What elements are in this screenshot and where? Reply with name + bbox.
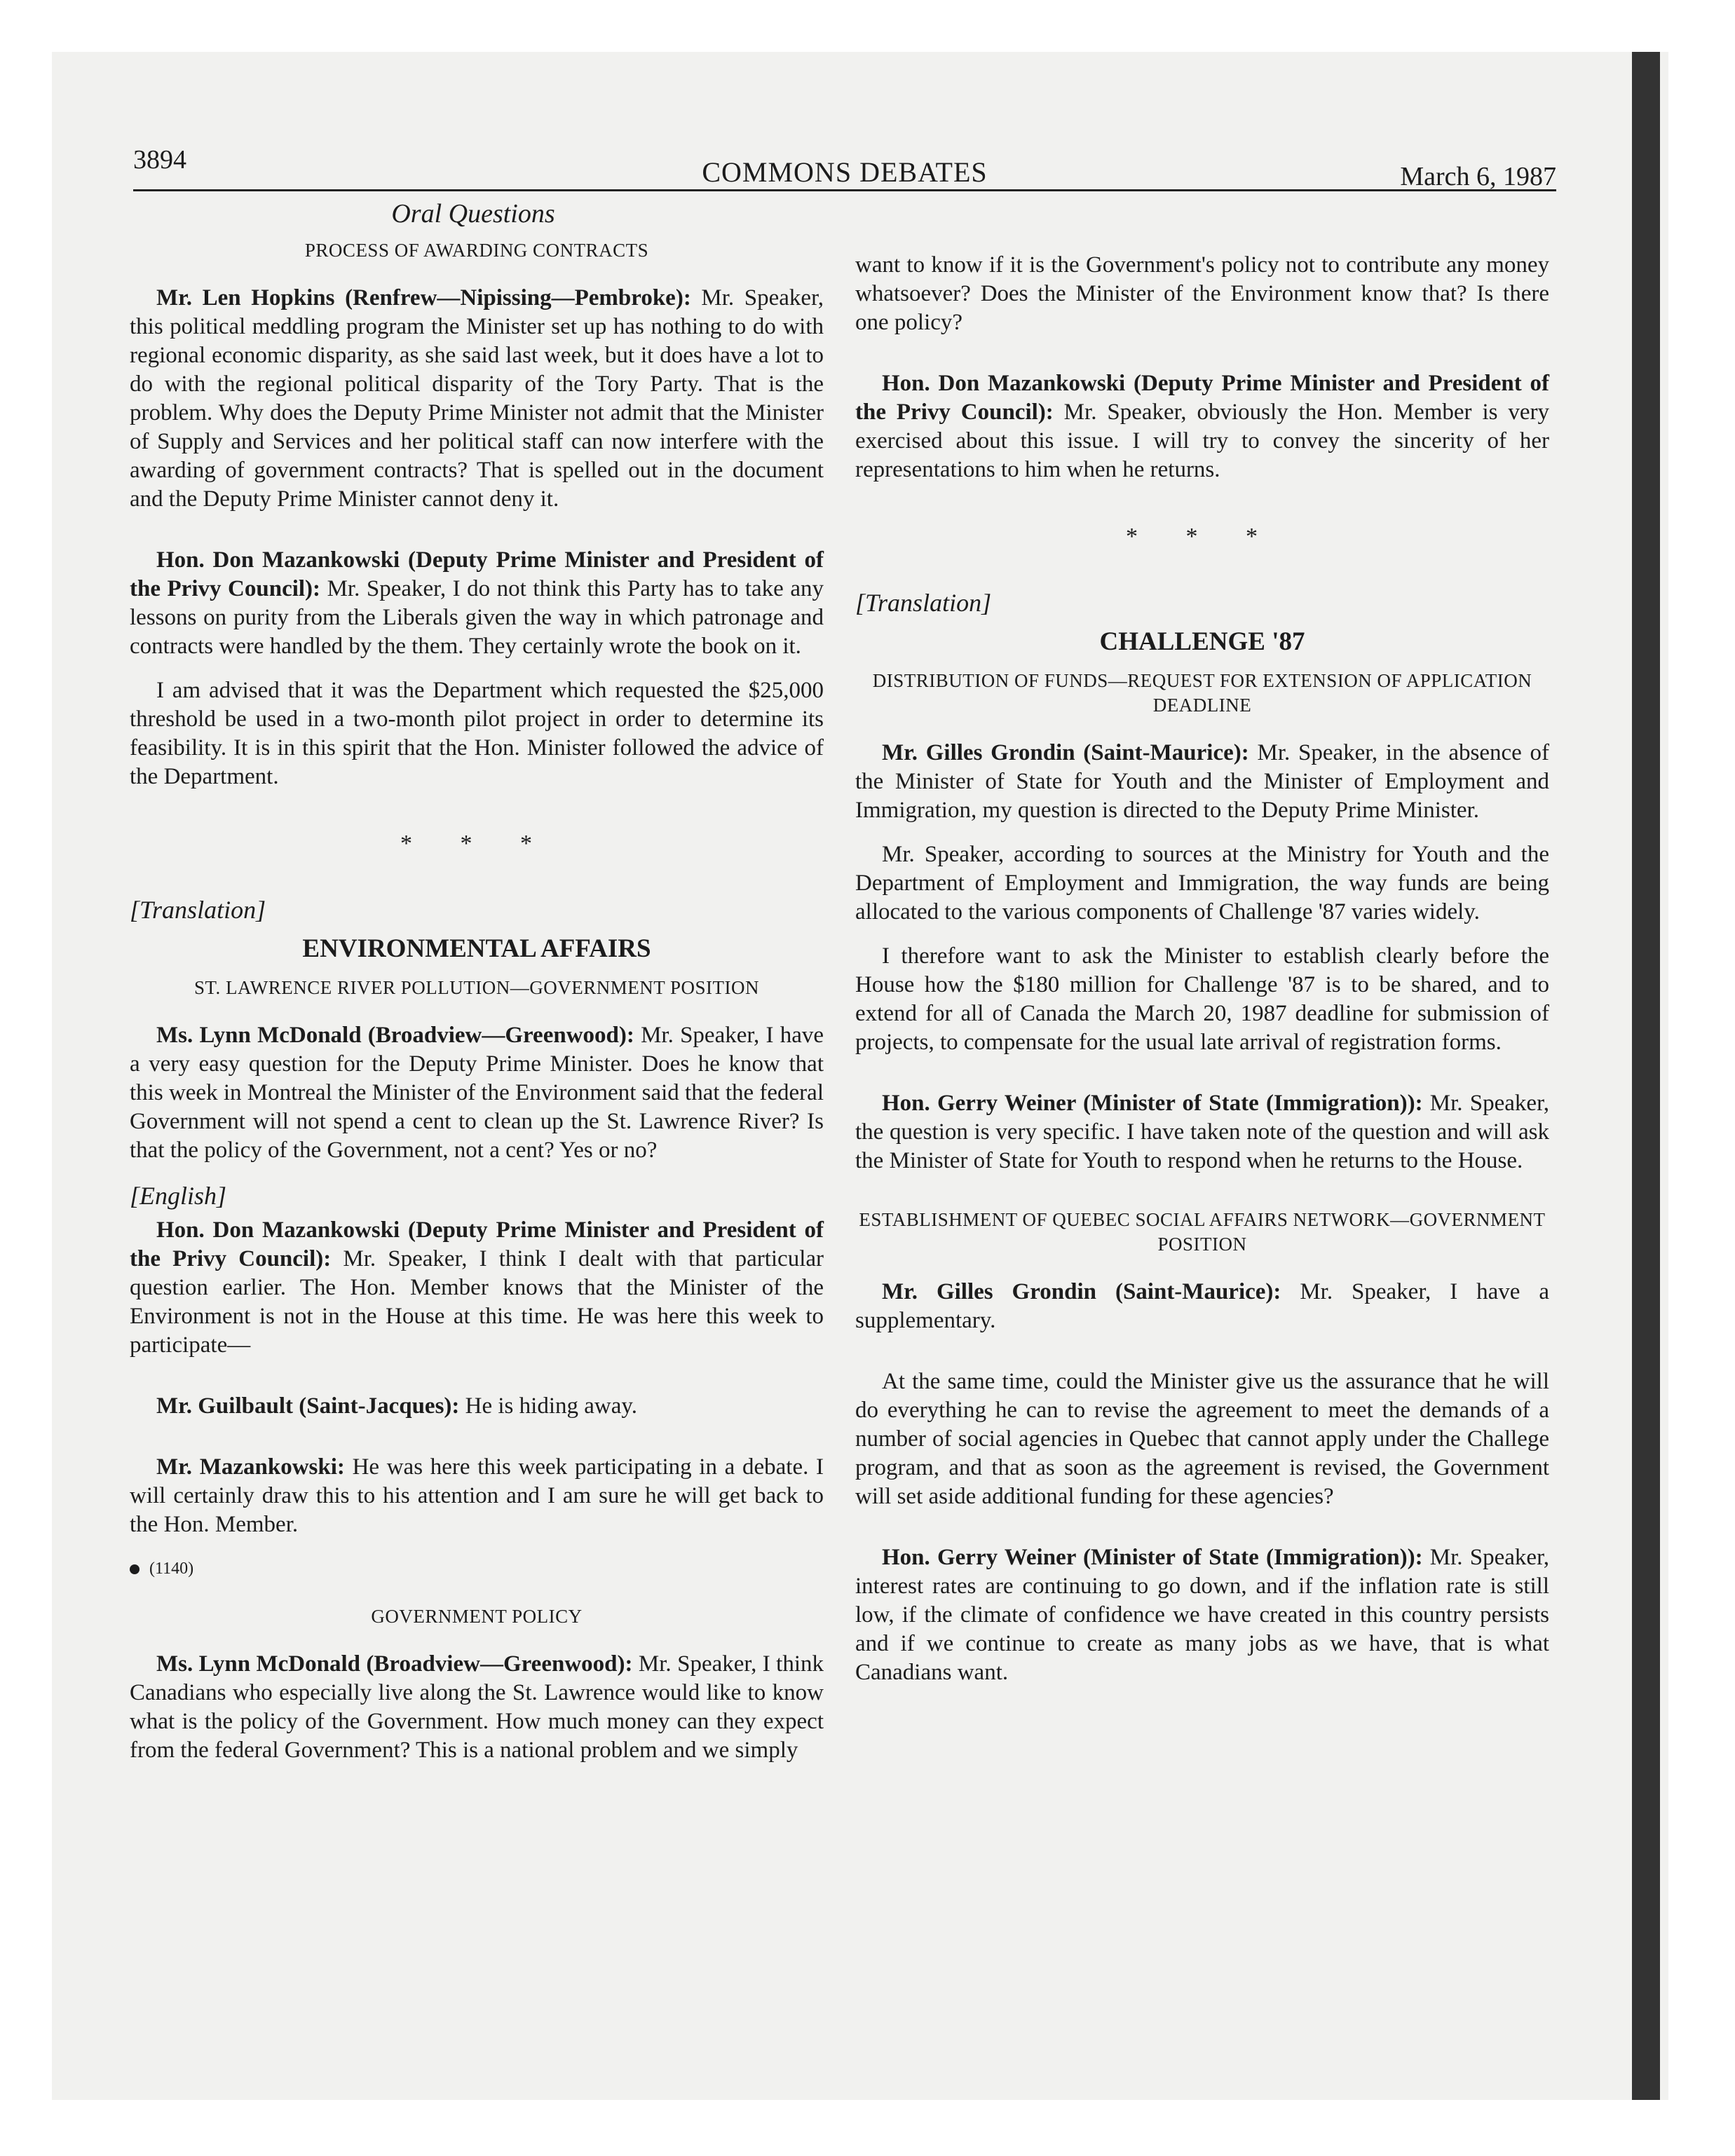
speech: Mr. Speaker, the question is very specific. I have taken note of the question and will ask the Minister of State for Youth to respond when he returns to the House. bbox=[855, 1091, 1549, 1173]
speaker: Hon. Gerry Weiner (Minister of State (Immigration)): bbox=[882, 1545, 1423, 1570]
speaker: Mr. Gilles Grondin (Saint-Maurice): bbox=[882, 1279, 1281, 1304]
speech: He is hiding away. bbox=[459, 1393, 637, 1419]
paragraph bbox=[130, 1650, 824, 1765]
paragraph bbox=[130, 546, 824, 661]
language-marker: [Translation] bbox=[855, 589, 992, 617]
scan-edge-bar bbox=[1632, 52, 1660, 2100]
paragraph bbox=[855, 1278, 1549, 1335]
paragraph bbox=[130, 1021, 824, 1165]
heading: ENVIRONMENTAL AFFAIRS bbox=[302, 934, 651, 963]
subheading: DISTRIBUTION OF FUNDS—REQUEST FOR EXTENSION OF APPLICATION DEADLINE bbox=[872, 670, 1532, 716]
subheading: PROCESS OF AWARDING CONTRACTS bbox=[304, 240, 649, 261]
publication-date: March 6, 1987 bbox=[1400, 162, 1556, 191]
speaker: Mr. Gilles Grondin (Saint-Maurice): bbox=[882, 740, 1249, 765]
speech: Mr. Speaker, obviously the Hon. Member is very exercised about this issue. I will try to convey the sincerity of her representations to him when he returns. bbox=[855, 400, 1549, 482]
paragraph bbox=[130, 676, 824, 791]
speech: Mr. Speaker, I have a supplementary. bbox=[855, 1279, 1550, 1333]
publication-title: COMMONS DEBATES bbox=[702, 156, 988, 188]
paragraph bbox=[855, 1089, 1549, 1175]
speech: Mr. Speaker, in the absence of the Minister of State for Youth and the Minister of Employment and Immigration, my question is directed to the Deputy Prime Minister. bbox=[855, 740, 1549, 823]
speaker: Mr. Len Hopkins (Renfrew—Nipissing—Pembroke): bbox=[156, 285, 691, 311]
paragraph bbox=[130, 1216, 824, 1360]
speaker: Hon. Don Mazankowski (Deputy Prime Minister and President of the Privy Council): bbox=[130, 547, 824, 601]
speech: He was here this week participating in a debate. I will certainly draw this to his attention and I am sure he will get back to the Hon. Member. bbox=[130, 1454, 824, 1537]
paragraph bbox=[855, 369, 1549, 484]
section-label: Oral Questions bbox=[391, 199, 555, 228]
paragraph bbox=[130, 284, 824, 514]
speech: I am advised that it was the Department which requested the $25,000 threshold be used in a two-month pilot project in order to determine its feasibility. It is in this spirit that the Hon. Minister followed the advice of the Department. bbox=[130, 678, 824, 789]
speech: I therefore want to ask the Minister to establish clearly before the House how the $180 million for Challenge '87 is to be shared, and to extend for all of Canada the March 20, 1987 deadline for submission of projects, to compensate for the usual late arrival of registration forms. bbox=[855, 943, 1549, 1055]
paragraph bbox=[855, 739, 1549, 825]
speaker: Hon. Don Mazankowski (Deputy Prime Minister and President of the Privy Council): bbox=[855, 371, 1549, 425]
language-marker: [Translation] bbox=[130, 896, 266, 924]
speaker: Ms. Lynn McDonald (Broadview—Greenwood): bbox=[156, 1023, 634, 1048]
heading: CHALLENGE '87 bbox=[1099, 627, 1305, 656]
speech: Mr. Speaker, interest rates are continuing to go down, and if the inflation rate is still low, if the climate of confidence we have created in this country persists and if we continue to create as many jobs as we have, that is what Canadians want. bbox=[855, 1545, 1549, 1685]
paragraph bbox=[855, 840, 1549, 927]
section-separator: * * * bbox=[400, 831, 553, 857]
paragraph bbox=[855, 942, 1549, 1057]
paragraph bbox=[855, 1367, 1549, 1511]
page-header bbox=[133, 140, 1556, 191]
right-column bbox=[855, 251, 1549, 1703]
speaker: Hon. Don Mazankowski (Deputy Prime Minister and President of the Privy Council): bbox=[130, 1217, 824, 1271]
section-separator: * * * bbox=[1126, 524, 1279, 550]
language-marker: [English] bbox=[130, 1182, 227, 1210]
speech: At the same time, could the Minister give us the assurance that he will do everything he can to revise the agreement to meet the demands of a number of social agencies in Quebec that cannot apply under the Challege program, and that as soon as the agreement is revised, the Government will set aside additional funding for these agencies? bbox=[855, 1369, 1549, 1509]
subheading: ESTABLISHMENT OF QUEBEC SOCIAL AFFAIRS NETWORK—GOVERNMENT POSITION bbox=[859, 1209, 1546, 1255]
bullet-icon bbox=[130, 1564, 140, 1574]
speech: Mr. Speaker, according to sources at the Ministry for Youth and the Department of Employment and Immigration, the way funds are being allocated to the various components of Challenge '87 varies widely. bbox=[855, 842, 1549, 925]
time-stamp: (1140) bbox=[149, 1560, 194, 1578]
left-column bbox=[130, 238, 824, 1780]
subheading: GOVERNMENT POLICY bbox=[371, 1606, 583, 1627]
speech: want to know if it is the Government's policy not to contribute any money whatsoever? Does the Minister of the Environment know that? Is there one policy? bbox=[855, 252, 1549, 335]
speaker: Ms. Lynn McDonald (Broadview—Greenwood): bbox=[156, 1651, 633, 1677]
speech: Mr. Speaker, I have a very easy question for the Deputy Prime Minister. Does he know that this week in Montreal the Minister of the Environment said that the federal Government will not spend a cent to clean up the St. Lawrence River? Is that the policy of the Government, not a cent? Yes or no? bbox=[130, 1023, 824, 1163]
speaker: Mr. Guilbault (Saint-Jacques): bbox=[156, 1393, 460, 1419]
page-number: 3894 bbox=[133, 145, 186, 175]
paragraph bbox=[130, 1392, 824, 1421]
subheading: ST. LAWRENCE RIVER POLLUTION—GOVERNMENT POSITION bbox=[193, 977, 760, 998]
speaker: Hon. Gerry Weiner (Minister of State (Immigration)): bbox=[882, 1091, 1423, 1116]
time-marker bbox=[130, 1555, 824, 1583]
speaker: Mr. Mazankowski: bbox=[156, 1454, 345, 1480]
paragraph bbox=[130, 1453, 824, 1539]
speech: Mr. Speaker, I think I dealt with that particular question earlier. The Hon. Member knows that the Minister of the Environment is not in the House at this time. He was here this week to participate— bbox=[130, 1246, 824, 1358]
paragraph bbox=[855, 1543, 1549, 1687]
speech: Mr. Speaker, I think Canadians who especially live along the St. Lawrence would like to know what is the policy of the Government. How much money can they expect from the federal Government? This is a national problem and we simply bbox=[130, 1651, 824, 1763]
speech: Mr. Speaker, I do not think this Party has to take any lessons on purity from the Liberals given the way in which patronage and contracts were handled by the them. They certainly wrote the book on it. bbox=[130, 576, 824, 659]
speech: Mr. Speaker, this political meddling program the Minister set up has nothing to do with regional economic disparity, as she said last week, but it does have a lot to do with the regional political disparity of the Tory Party. That is the problem. Why does the Deputy Prime Minister not admit that the Minister of Supply and Services and her political staff can now interfere with the awarding of government contracts? That is spelled out in the document and the Deputy Prime Minister cannot deny it. bbox=[130, 285, 824, 512]
paragraph bbox=[855, 251, 1549, 337]
